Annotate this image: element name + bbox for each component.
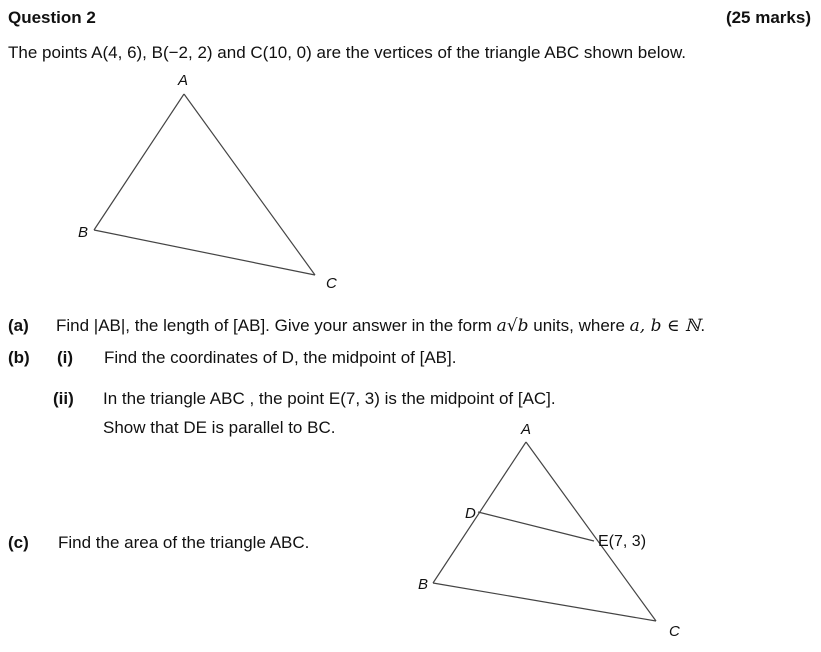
part-c-label: (c) bbox=[8, 533, 29, 552]
side-bc bbox=[94, 230, 315, 275]
part-b-label: (b) bbox=[8, 348, 30, 367]
part-b-i-label: (i) bbox=[57, 348, 74, 367]
part-c-text: Find the area of the triangle ABC. bbox=[58, 533, 310, 552]
side-ab bbox=[94, 94, 184, 230]
fig2-label-e: E(7, 3) bbox=[598, 533, 647, 550]
triangle-abc-figure bbox=[94, 94, 315, 275]
triangle-abc-midpoints-figure bbox=[433, 442, 656, 621]
side-bc-2 bbox=[433, 583, 656, 621]
side-ac-2 bbox=[526, 442, 656, 621]
fig2-label-c: C bbox=[669, 623, 680, 640]
part-a-math-set: a, b ∈ ℕ bbox=[629, 316, 701, 336]
part-b-ii-line2: Show that DE is parallel to BC. bbox=[103, 418, 336, 437]
part-a-text-after: units, where bbox=[528, 316, 630, 335]
fig2-label-a: A bbox=[521, 421, 532, 438]
part-a-end: . bbox=[700, 316, 706, 335]
part-a-text bbox=[56, 316, 705, 336]
part-a-label: (a) bbox=[8, 316, 29, 335]
part-a-math-form: a√b bbox=[496, 316, 529, 336]
fig1-label-a: A bbox=[178, 72, 189, 89]
intro-text: The points A(4, 6), B(−2, 2) and C(10, 0) are the vertices of the triangle ABC shown below. bbox=[8, 43, 686, 62]
segment-de bbox=[478, 512, 594, 541]
part-a-text-before: Find |AB|, the length of [AB]. Give your answer in the form bbox=[56, 316, 497, 335]
fig1-label-b: B bbox=[78, 224, 89, 241]
side-ac bbox=[184, 94, 315, 275]
fig2-label-b: B bbox=[418, 576, 429, 593]
part-b-ii-line1: In the triangle ABC , the point E(7, 3) is the midpoint of [AC]. bbox=[103, 389, 556, 408]
part-b-ii-label: (ii) bbox=[53, 389, 74, 408]
fig2-label-d: D bbox=[465, 505, 476, 522]
marks-label: (25 marks) bbox=[725, 8, 811, 27]
fig1-label-c: C bbox=[326, 275, 337, 292]
part-b-i-text: Find the coordinates of D, the midpoint of [AB]. bbox=[104, 348, 457, 367]
question-title: Question 2 bbox=[8, 8, 96, 27]
